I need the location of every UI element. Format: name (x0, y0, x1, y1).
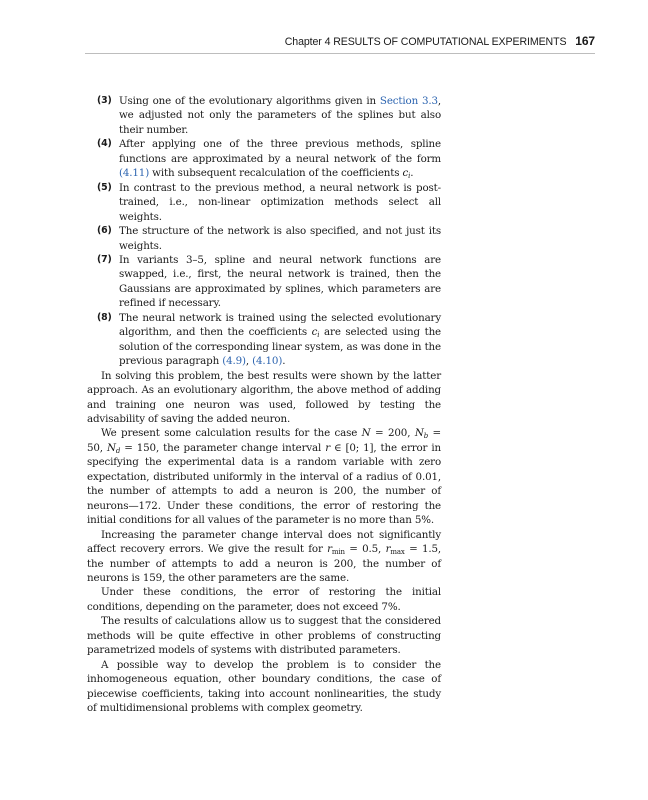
item-text: After applying one of the three previous methods, spline functions are approximated by a neural network of the form (119, 138, 441, 165)
item-text: are selected using the solution of the corresponding linear system, as was done in the previous paragraph (119, 326, 441, 368)
item-text: with subsequent recalculation of the coefficients (149, 167, 403, 180)
paragraph-text: Increasing the parameter change interval does not significantly affect recovery errors. We give the result for (87, 528, 441, 556)
math-symbol: N (361, 427, 371, 440)
item-text: . (410, 167, 414, 180)
item-number: (7) (97, 253, 112, 265)
paragraph-text: = 150, the parameter change interval (120, 441, 326, 454)
math-symbol: N (414, 427, 424, 440)
page-number: 167 (575, 34, 595, 48)
math-subscript: min (331, 548, 345, 557)
math-subscript: max (390, 548, 405, 557)
item-number: (3) (97, 95, 112, 106)
page-header (85, 33, 595, 54)
coefficient-symbol: c (311, 326, 318, 339)
item-text: The neural network is trained using the selected evolutionary algorithm, and then the coefficients (119, 311, 441, 339)
page-body (87, 94, 441, 715)
item-number: (4) (97, 138, 112, 150)
paragraph-text: = 1.5, the number of attempts to add a neuron is 200, the number of neurons is 159, the other parameters are the same. (87, 543, 441, 584)
coefficient-symbol: c (402, 167, 409, 180)
chapter-label: Chapter 4 (284, 36, 331, 48)
list-item (87, 181, 441, 224)
item-text: , we adjusted not only the parameters of the splines but also their number. (119, 95, 441, 136)
paragraph-text: We present some calculation results for the case (101, 427, 362, 440)
paragraph (87, 528, 441, 586)
item-text: In contrast to the previous method, a neural network is post-trained, i.e., non-linear optimization methods select all weights. (119, 181, 441, 223)
list-item (87, 253, 441, 311)
math-symbol: N (106, 441, 116, 454)
item-text: The structure of the network is also specified, and not just its weights. (119, 225, 441, 252)
paragraph-text: = 0.5, (344, 543, 386, 556)
equation-link[interactable]: (4.11) (119, 167, 150, 180)
item-text: , (245, 355, 253, 368)
item-text: In variants 3–5, spline and neural network functions are swapped, i.e., first, the neural network is trained, then the Gaussians are approximated by splines, which parameters are refined if necessary. (119, 253, 441, 310)
list-item (87, 311, 441, 369)
paragraph (87, 426, 441, 527)
paragraph: A possible way to develop the problem is to consider the inhomogeneous equation, other boundary conditions, the case of piecewise coefficients, taking into account nonlinearities, the study of multidimensional problems with complex geometry. (87, 658, 441, 715)
math-subscript: b (423, 432, 429, 441)
math-symbol: r (325, 441, 330, 454)
paragraph-text: = 200, (370, 427, 415, 440)
coefficient-subscript: i (317, 331, 320, 340)
math-symbol: r (327, 543, 332, 556)
math-subscript: d (115, 446, 121, 455)
paragraph-text: = 50, (87, 427, 441, 454)
coefficient-subscript: i (408, 172, 411, 181)
item-number: (5) (97, 181, 112, 193)
paragraph: In solving this problem, the best results were shown by the latter approach. As an evolutionary algorithm, the above method of adding and training one neuron was used, followed by testing the advisability of saving the added neuron. (87, 369, 441, 425)
list-item (87, 137, 441, 180)
item-number: (8) (97, 311, 112, 323)
list-item (87, 94, 441, 137)
paragraph-text: ∈ [0; 1], the error in specifying the experimental data is a random variable with zero expectation, distributed uniformly in the interval of a radius of 0.01, the number of attempts to add a neuron is 200, the number of neurons—172. Under these conditions, the error of restoring the initial conditions for all values of the parameter is no more than 5%. (87, 441, 441, 527)
item-number: (6) (97, 225, 112, 237)
item-text: . (282, 355, 286, 368)
chapter-title: RESULTS OF COMPUTATIONAL EXPERIMENTS (333, 36, 567, 48)
section-link[interactable]: Section 3.3 (379, 95, 438, 107)
method-list (87, 94, 441, 369)
list-item (87, 224, 441, 253)
equation-link[interactable]: (4.10) (252, 355, 283, 368)
math-symbol: r (385, 543, 391, 556)
item-text: Using one of the evolutionary algorithms given in (119, 95, 380, 107)
paragraph: The results of calculations allow us to suggest that the considered methods will be quite effective in other problems of constructing parametrized models of systems with distributed parameters. (87, 615, 441, 657)
equation-link[interactable]: (4.9) (222, 355, 246, 368)
paragraph: Under these conditions, the error of restoring the initial conditions, depending on the parameter, does not exceed 7%. (87, 586, 441, 613)
